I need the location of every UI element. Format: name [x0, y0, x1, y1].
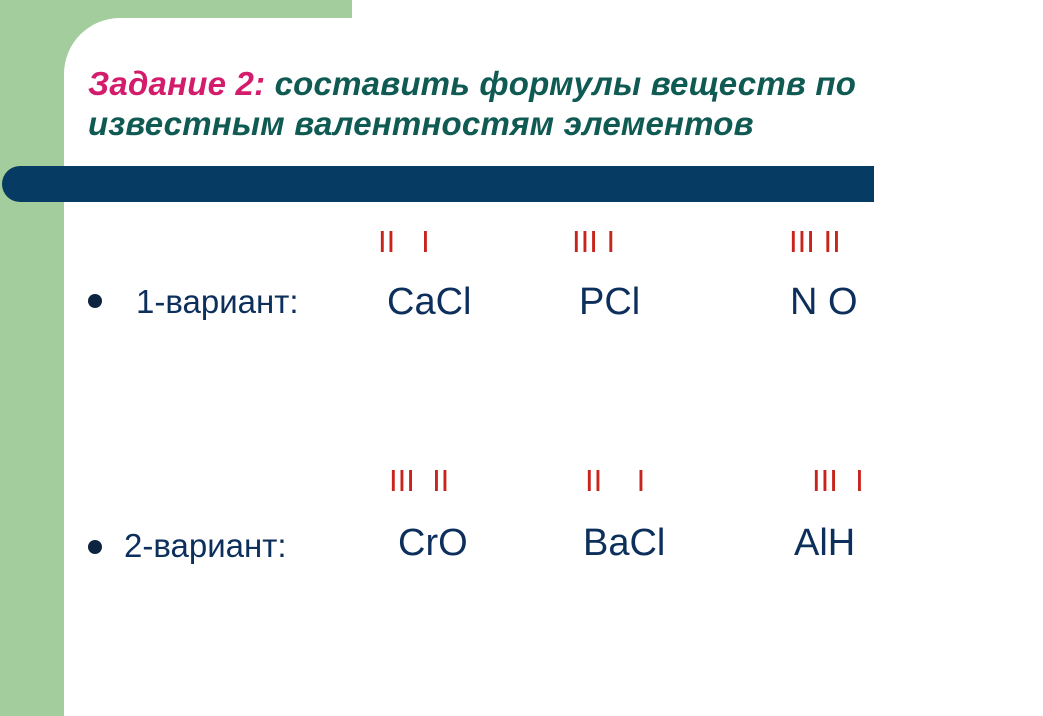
valence-variant-2-item-1: III II: [389, 463, 450, 498]
formula-variant-2-item-2: BaCl: [583, 522, 666, 564]
title-divider-bar: [2, 166, 874, 202]
bullet-variant-2: [88, 540, 102, 554]
formula-variant-1-item-1: CaCl: [387, 281, 472, 323]
slide-title: [88, 64, 908, 144]
valence-variant-1-item-1: II I: [378, 224, 430, 259]
formula-variant-1-item-2: PCl: [579, 281, 641, 323]
formula-variant-2-item-1: CrO: [398, 522, 468, 564]
formula-variant-2-item-3: AlH: [794, 522, 856, 564]
variant-1-label: 1-вариант:: [136, 283, 299, 320]
variant-2-label: 2-вариант:: [124, 527, 287, 564]
valence-variant-1-item-2: III I: [572, 224, 616, 259]
valence-variant-2-item-3: III I: [812, 463, 864, 498]
task-text: составить формулы веществ по известным валентностям элементов: [88, 65, 857, 142]
valence-variant-1-item-3: III II: [789, 224, 841, 259]
bullet-variant-1: [88, 294, 102, 308]
formula-variant-1-item-3: N O: [790, 281, 858, 323]
valence-variant-2-item-2: II I: [585, 463, 646, 498]
task-number: Задание 2:: [88, 65, 266, 102]
